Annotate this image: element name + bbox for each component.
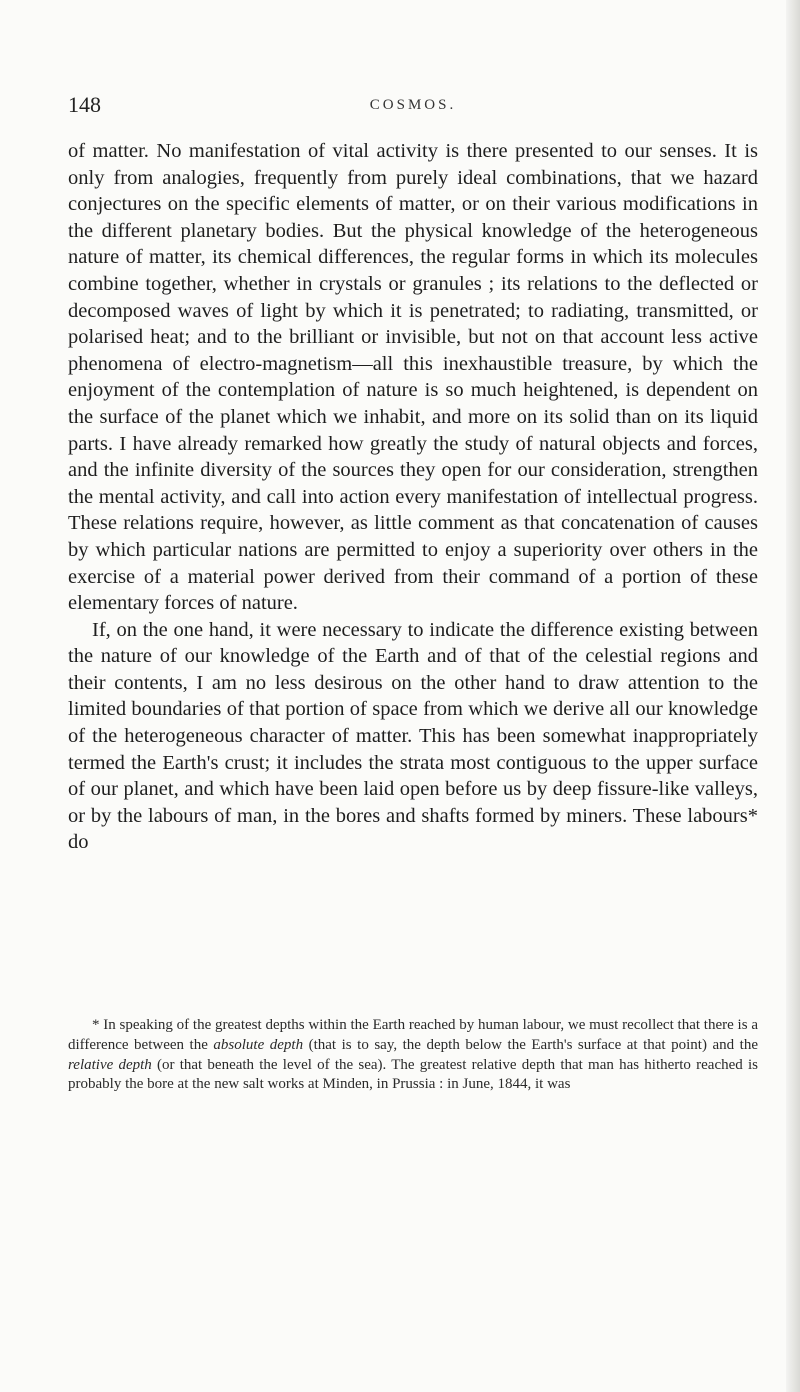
- page-header: [68, 92, 758, 122]
- footnote-text-3: (or that beneath the level of the sea). The greatest relative depth that man has hitherto reached is probably the bore at the new salt works at Minden, in Prussia : in June, 1844, it was: [68, 1056, 758, 1093]
- paragraph-2: If, on the one hand, it were necessary to indicate the difference existing between the nature of our knowledge of the Earth and of that of the celestial regions and their contents, I am no less desirous on the other hand to draw attention to the limited boundaries of that portion of space from which we derive all our knowledge of the heterogeneous character of matter. This has been somewhat inappropriately termed the Earth's crust; it includes the strata most contiguous to the upper surface of our planet, and which have been laid open before us by deep fissure-like valleys, or by the labours of man, in the bores and shafts formed by miners. These labours* do: [68, 618, 758, 854]
- main-text: [68, 138, 758, 856]
- paragraph-1: of matter. No manifestation of vital activity is there presented to our senses. It is only from analogies, frequently from purely ideal combinations, that we hazard conjectures on the specific elements of matter, or on their various modifications in the different planetary bodies. But the physical knowledge of the heterogeneous nature of matter, its chemical differences, the regular forms in which its molecules combine together, whether in crystals or granules ; its relations to the deflected or decomposed waves of light by which it is penetrated; to radiating, transmitted, or polarised heat; and to the brilliant or invisible, but not on that account less active phenomena of electro-magnetism—all this inexhaustible treasure, by which the enjoyment of the contemplation of nature is so much heightened, is dependent on the surface of the planet which we inhabit, and more on its solid than on its liquid parts. I have already remarked how greatly the study of natural objects and forces, and the infinite diversity of the sources they open for our consideration, strengthen the mental activity, and call into action every manifestation of intellectual progress. These relations require, however, as little comment as that concatenation of causes by which particular nations are permitted to enjoy a superiority over others in the exercise of a material power derived from their command of a portion of these elementary forces of nature.: [68, 140, 758, 615]
- footnote-italic-absolute-depth: absolute depth: [213, 1036, 304, 1053]
- page-edge-shadow: [786, 0, 800, 1392]
- footnote-text-2: (that is to say, the depth below the Earth's surface at that point) and the: [303, 1036, 758, 1053]
- running-title: COSMOS.: [369, 97, 457, 113]
- page-number: 148: [68, 92, 101, 117]
- footnote: [68, 1016, 758, 1095]
- footnote-italic-relative-depth: relative depth: [68, 1056, 152, 1073]
- footnote-text-1: * In speaking of the greatest depths within the Earth reached by human labour, we must recollect that there is a difference between the: [68, 1017, 758, 1053]
